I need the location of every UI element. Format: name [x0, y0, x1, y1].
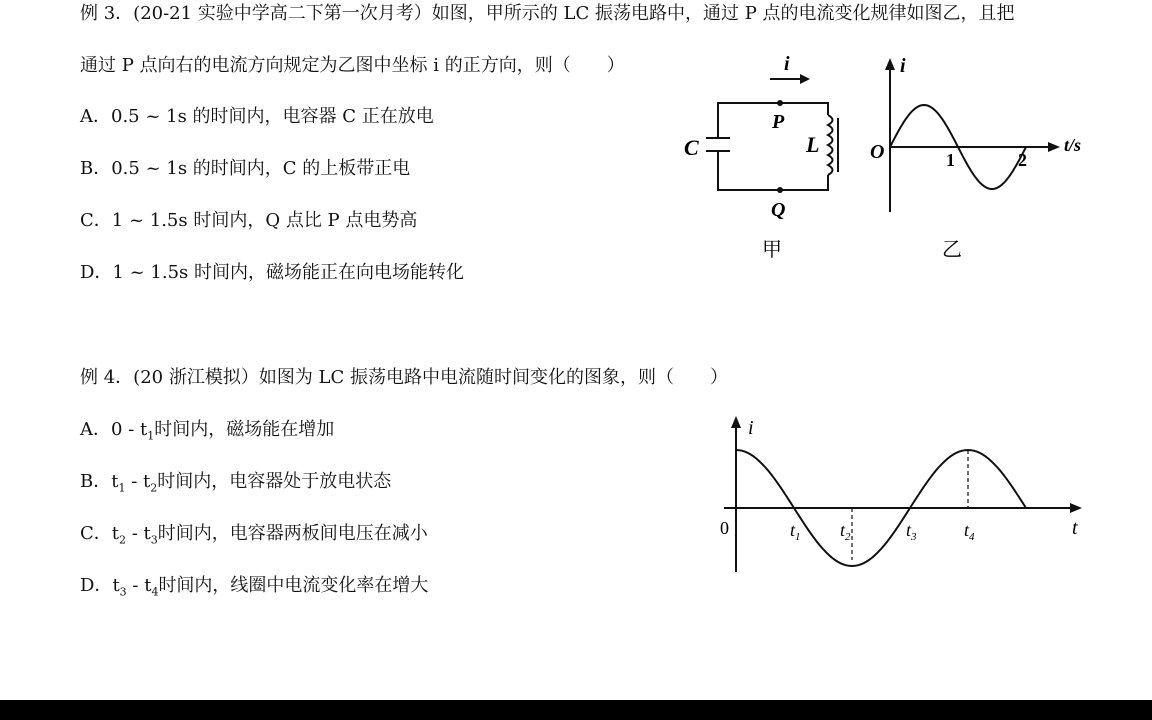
range-end: t — [139, 419, 148, 440]
option-text: 时间内，电容器处于放电状态 — [157, 471, 392, 492]
q4-stem: 例 4．(20 浙江模拟）如图为 LC 振荡电路中电流随时间变化的图象，则（ ） — [80, 367, 728, 388]
inductor-coil-icon — [828, 115, 833, 175]
range-start-sub: 1 — [118, 481, 126, 495]
q3-stem-line2: 通过 P 点向右的电流方向规定为乙图中坐标 i 的正方向，则（ ） — [80, 55, 625, 76]
capacitor-symbol — [706, 135, 730, 155]
q4-x-label: t — [1072, 517, 1078, 539]
range-end: t — [143, 471, 151, 492]
p-node — [777, 100, 783, 106]
q3-option-c: C．1 ~ 1.5s 时间内，Q 点比 P 点电势高 — [80, 210, 418, 231]
q3-current-graph — [862, 52, 1102, 270]
q4-current-graph — [710, 410, 1100, 580]
range-end: t — [144, 575, 152, 596]
video-bottom-bar — [0, 700, 1152, 720]
q4-option-b — [80, 471, 391, 500]
q4-origin-label: 0 — [720, 518, 729, 538]
q3-option-b: B．0.5 ~ 1s 的时间内，C 的上板带正电 — [80, 158, 411, 179]
q3-tick-2: 2 — [1018, 150, 1027, 170]
q-node — [777, 187, 783, 193]
range-sep: - — [126, 575, 145, 596]
q3-x-label: t/s — [1064, 135, 1082, 155]
option-letter: A． — [80, 419, 111, 440]
range-sep: - — [125, 471, 143, 492]
range-start: 0 — [111, 419, 123, 440]
range-start: t — [111, 471, 119, 492]
circuit-current-label: i — [784, 53, 790, 75]
q4-t4-label: $t_4$ — [964, 520, 975, 543]
inductor-label: L — [806, 132, 820, 157]
q4-option-a — [80, 419, 334, 448]
q3-y-label: i — [900, 55, 906, 77]
option-letter: B． — [80, 471, 112, 492]
lc-circuit-figure — [680, 50, 870, 270]
range-start: t — [112, 575, 120, 596]
range-start-sub: 2 — [119, 533, 127, 547]
range-end-sub: 4 — [151, 585, 159, 599]
figure-caption-jia: 甲 — [762, 237, 782, 261]
option-letter: C． — [80, 523, 112, 544]
current-arrowhead-icon — [800, 74, 810, 84]
q4-t3-label: $t_3$ — [906, 520, 917, 543]
range-end-sub: 1 — [147, 429, 155, 443]
figure-caption-yi: 乙 — [942, 237, 962, 261]
option-text: 时间内，电容器两板间电压在减小 — [157, 523, 428, 544]
bottom-wire — [718, 155, 828, 190]
range-sep: - — [126, 523, 144, 544]
range-end-sub: 2 — [150, 481, 158, 495]
q3-y-axis-arrow-icon — [885, 58, 895, 70]
q4-x-axis-arrow-icon — [1070, 503, 1082, 513]
option-text: 时间内，线圈中电流变化率在增大 — [158, 575, 429, 596]
option-letter: D． — [80, 575, 113, 596]
range-end: t — [143, 523, 151, 544]
q-label: Q — [771, 199, 786, 221]
q3-stem-line1: 例 3．(20-21 实验中学高二下第一次月考）如图，甲所示的 LC 振荡电路中，通过 P 点的电流变化规律如图乙，且把 — [80, 3, 1015, 24]
q3-option-a: A．0.5 ~ 1s 的时间内，电容器 C 正在放电 — [80, 106, 434, 127]
q4-option-c — [80, 523, 428, 552]
range-start: t — [111, 523, 120, 544]
capacitor-label: C — [684, 135, 699, 160]
range-end-sub: 3 — [150, 533, 158, 547]
q3-tick-1: 1 — [946, 150, 955, 170]
option-text: 时间内，磁场能在增加 — [154, 419, 335, 440]
q4-y-label: i — [748, 417, 754, 439]
q3-origin-label: O — [870, 141, 885, 163]
q4-t1-label: $t_1$ — [790, 520, 801, 543]
range-start-sub: 3 — [119, 585, 127, 599]
q3-x-axis-arrow-icon — [1048, 142, 1060, 152]
range-sep: - — [122, 419, 140, 440]
q4-y-axis-arrow-icon — [731, 416, 741, 428]
q4-option-d — [80, 575, 428, 604]
q3-option-d: D．1 ~ 1.5s 时间内，磁场能正在向电场能转化 — [80, 262, 464, 283]
p-label: P — [772, 111, 785, 133]
q4-t2-label: $t_2$ — [840, 520, 851, 543]
